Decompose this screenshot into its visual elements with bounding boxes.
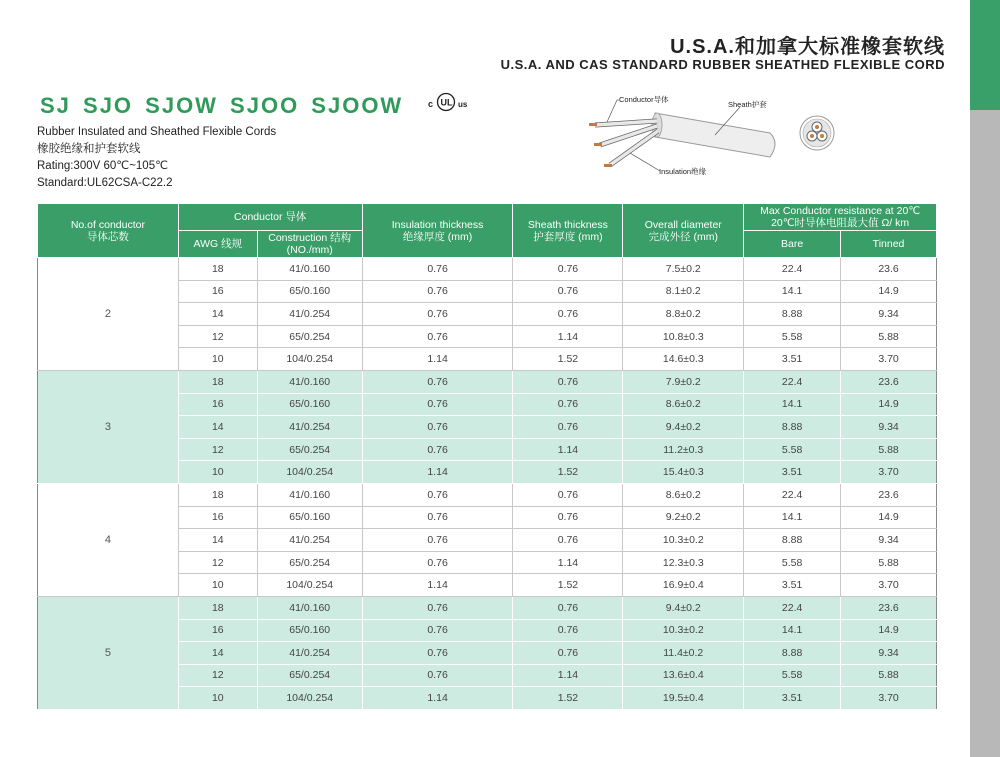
- table-cell: 0.76: [362, 664, 513, 687]
- table-cell: 8.88: [744, 529, 841, 552]
- table-cell: 16: [178, 393, 257, 416]
- core-group-2: [38, 258, 937, 371]
- table-cell: 0.76: [362, 258, 513, 281]
- table-cell: 12: [178, 664, 257, 687]
- cert-us: us: [458, 100, 468, 109]
- core-group-4: [38, 483, 937, 596]
- sheath-label: Sheath护套: [728, 100, 767, 109]
- table-cell: 22.4: [744, 258, 841, 281]
- spec-table: [37, 203, 937, 710]
- table-cell: 12.3±0.3: [623, 551, 744, 574]
- table-cell: 23.6: [841, 370, 937, 393]
- cell-core-count: 3: [38, 370, 179, 483]
- table-cell: 9.34: [841, 303, 937, 326]
- table-cell: 0.76: [362, 438, 513, 461]
- table-cell: 14.9: [841, 280, 937, 303]
- table-cell: 23.6: [841, 258, 937, 281]
- table-cell: 0.76: [362, 551, 513, 574]
- table-cell: 3.51: [744, 348, 841, 371]
- table-cell: 10: [178, 461, 257, 484]
- th-awg: AWG 线规: [178, 231, 257, 258]
- table-cell: 14: [178, 303, 257, 326]
- table-cell: 14.1: [744, 280, 841, 303]
- cable-diagram: [585, 85, 855, 190]
- table-cell: 41/0.254: [257, 303, 362, 326]
- table-cell: 3.51: [744, 574, 841, 597]
- table-cell: 5.88: [841, 664, 937, 687]
- table-cell: 9.4±0.2: [623, 596, 744, 619]
- table-cell: 5.58: [744, 551, 841, 574]
- table-cell: 0.76: [362, 483, 513, 506]
- table-header: [38, 204, 937, 258]
- table-cell: 9.34: [841, 529, 937, 552]
- table-cell: 19.5±0.4: [623, 687, 744, 710]
- table-cell: 104/0.254: [257, 687, 362, 710]
- th-no-conductor: No.of conductor 导体芯数: [38, 204, 179, 258]
- table-cell: 14.1: [744, 619, 841, 642]
- table-cell: 12: [178, 325, 257, 348]
- table-cell: 41/0.254: [257, 529, 362, 552]
- table-cell: 41/0.160: [257, 483, 362, 506]
- table-cell: 22.4: [744, 596, 841, 619]
- table-cell: 0.76: [513, 280, 623, 303]
- table-cell: 0.76: [513, 529, 623, 552]
- table-cell: 0.76: [362, 393, 513, 416]
- table-cell: 14.1: [744, 506, 841, 529]
- table-cell: 41/0.160: [257, 370, 362, 393]
- cert-c: c: [428, 99, 434, 109]
- table-cell: 1.14: [513, 551, 623, 574]
- table-cell: 41/0.254: [257, 642, 362, 665]
- table-cell: 23.6: [841, 596, 937, 619]
- table-cell: 16: [178, 280, 257, 303]
- table-cell: 5.58: [744, 325, 841, 348]
- table-cell: 1.14: [513, 325, 623, 348]
- table-cell: 0.76: [513, 642, 623, 665]
- table-cell: 14.6±0.3: [623, 348, 744, 371]
- table-cell: 9.34: [841, 642, 937, 665]
- table-cell: 0.76: [362, 280, 513, 303]
- table-cell: 104/0.254: [257, 348, 362, 371]
- table-cell: 0.76: [362, 619, 513, 642]
- table-row: [38, 483, 937, 506]
- table-cell: 8.88: [744, 303, 841, 326]
- th-insulation: Insulation thickness 绝缘厚度 (mm): [362, 204, 513, 258]
- table-cell: 14: [178, 416, 257, 439]
- table-cell: 41/0.254: [257, 416, 362, 439]
- table-cell: 23.6: [841, 483, 937, 506]
- rating: Rating:300V 60℃~105℃: [37, 160, 169, 172]
- page-title-cn: U.S.A.和加拿大标准橡套软线: [670, 36, 945, 58]
- th-bare: Bare: [744, 231, 841, 258]
- table-cell: 10: [178, 687, 257, 710]
- table-cell: 0.76: [513, 483, 623, 506]
- table-cell: 16: [178, 506, 257, 529]
- standard: Standard:UL62CSA-C22.2: [37, 177, 173, 189]
- table-cell: 9.2±0.2: [623, 506, 744, 529]
- table-cell: 14.9: [841, 393, 937, 416]
- table-cell: 0.76: [513, 258, 623, 281]
- table-cell: 18: [178, 596, 257, 619]
- table-cell: 8.1±0.2: [623, 280, 744, 303]
- desc-cn: 橡胶绝缘和护套软线: [37, 143, 141, 155]
- table-cell: 65/0.254: [257, 438, 362, 461]
- th-diameter: Overall diameter 完成外径 (mm): [623, 204, 744, 258]
- product-description: [37, 124, 276, 192]
- table-cell: 1.52: [513, 687, 623, 710]
- table-cell: 0.76: [513, 416, 623, 439]
- insulation-label: Insulation绝缘: [659, 167, 707, 176]
- cell-core-count: 5: [38, 596, 179, 709]
- table-cell: 14.9: [841, 619, 937, 642]
- table-cell: 65/0.254: [257, 325, 362, 348]
- core-group-5: [38, 596, 937, 709]
- table-cell: 0.76: [362, 303, 513, 326]
- table-cell: 14.9: [841, 506, 937, 529]
- table-cell: 5.58: [744, 664, 841, 687]
- table-cell: 41/0.160: [257, 258, 362, 281]
- table-cell: 5.88: [841, 438, 937, 461]
- table-cell: 5.58: [744, 438, 841, 461]
- table-cell: 9.34: [841, 416, 937, 439]
- table-cell: 3.51: [744, 687, 841, 710]
- table-cell: 13.6±0.4: [623, 664, 744, 687]
- table-cell: 65/0.160: [257, 506, 362, 529]
- table-cell: 10.3±0.2: [623, 529, 744, 552]
- table-cell: 1.52: [513, 461, 623, 484]
- table-cell: 10: [178, 348, 257, 371]
- table-cell: 0.76: [513, 393, 623, 416]
- th-tinned: Tinned: [841, 231, 937, 258]
- table-cell: 10.8±0.3: [623, 325, 744, 348]
- table-cell: 0.76: [513, 303, 623, 326]
- table-cell: 8.88: [744, 642, 841, 665]
- desc-en: Rubber Insulated and Sheathed Flexible Cords: [37, 126, 277, 138]
- table-cell: 15.4±0.3: [623, 461, 744, 484]
- table-row: [38, 370, 937, 393]
- model-names: SJ SJO SJOW SJOO SJOOW: [40, 93, 404, 118]
- table-cell: 8.88: [744, 416, 841, 439]
- table-cell: 104/0.254: [257, 574, 362, 597]
- table-cell: 8.6±0.2: [623, 393, 744, 416]
- table-cell: 1.14: [362, 348, 513, 371]
- table-cell: 14: [178, 642, 257, 665]
- table-cell: 0.76: [362, 370, 513, 393]
- side-bar-accent: [970, 0, 1000, 110]
- th-resistance: Max Conductor resistance at 20℃ 20℃时导体电阻最大值 Ω/ km: [744, 204, 937, 231]
- table-cell: 5.88: [841, 551, 937, 574]
- table-cell: 3.70: [841, 687, 937, 710]
- table-cell: 3.70: [841, 461, 937, 484]
- table-cell: 10.3±0.2: [623, 619, 744, 642]
- table-cell: 11.4±0.2: [623, 642, 744, 665]
- table-cell: 16.9±0.4: [623, 574, 744, 597]
- table-cell: 22.4: [744, 370, 841, 393]
- table-cell: 1.14: [513, 664, 623, 687]
- core-group-3: [38, 370, 937, 483]
- cell-core-count: 4: [38, 483, 179, 596]
- ul-certification-logo: [428, 90, 473, 119]
- table-cell: 1.14: [362, 461, 513, 484]
- table-cell: 16: [178, 619, 257, 642]
- table-cell: 1.14: [362, 574, 513, 597]
- table-cell: 65/0.160: [257, 619, 362, 642]
- table-cell: 14: [178, 529, 257, 552]
- table-cell: 9.4±0.2: [623, 416, 744, 439]
- table-cell: 0.76: [362, 596, 513, 619]
- table-cell: 0.76: [362, 506, 513, 529]
- table-cell: 12: [178, 438, 257, 461]
- table-cell: 14.1: [744, 393, 841, 416]
- table-cell: 10: [178, 574, 257, 597]
- table-cell: 0.76: [362, 642, 513, 665]
- table-cell: 7.9±0.2: [623, 370, 744, 393]
- table-cell: 65/0.160: [257, 393, 362, 416]
- table-cell: 8.8±0.2: [623, 303, 744, 326]
- table-cell: 3.51: [744, 461, 841, 484]
- table-cell: 1.52: [513, 348, 623, 371]
- table-cell: 1.14: [513, 438, 623, 461]
- table-cell: 0.76: [362, 529, 513, 552]
- cross-section-icon: [800, 116, 834, 150]
- page-title-en: U.S.A. AND CAS STANDARD RUBBER SHEATHED FLEXIBLE CORD: [500, 57, 945, 72]
- table-cell: 0.76: [362, 325, 513, 348]
- table-cell: 0.76: [513, 596, 623, 619]
- th-sheath: Sheath thickness 护套厚度 (mm): [513, 204, 623, 258]
- side-bar: [970, 0, 1000, 757]
- cert-ul: UL: [440, 97, 453, 108]
- table-cell: 1.52: [513, 574, 623, 597]
- table-cell: 7.5±0.2: [623, 258, 744, 281]
- table-cell: 3.70: [841, 574, 937, 597]
- table-cell: 22.4: [744, 483, 841, 506]
- th-construction: Construction 结构 (NO./mm): [257, 231, 362, 258]
- table-cell: 3.70: [841, 348, 937, 371]
- table-cell: 11.2±0.3: [623, 438, 744, 461]
- table-cell: 1.14: [362, 687, 513, 710]
- table-cell: 18: [178, 483, 257, 506]
- table-row: [38, 258, 937, 281]
- table-cell: 104/0.254: [257, 461, 362, 484]
- table-cell: 18: [178, 258, 257, 281]
- table-cell: 0.76: [513, 506, 623, 529]
- table-cell: 65/0.254: [257, 551, 362, 574]
- table-cell: 18: [178, 370, 257, 393]
- table-row: [38, 596, 937, 619]
- table-cell: 0.76: [362, 416, 513, 439]
- table-cell: 41/0.160: [257, 596, 362, 619]
- cell-core-count: 2: [38, 258, 179, 371]
- table-cell: 8.6±0.2: [623, 483, 744, 506]
- table-cell: 0.76: [513, 370, 623, 393]
- table-cell: 65/0.160: [257, 280, 362, 303]
- table-cell: 5.88: [841, 325, 937, 348]
- table-cell: 65/0.254: [257, 664, 362, 687]
- table-cell: 0.76: [513, 619, 623, 642]
- table-cell: 12: [178, 551, 257, 574]
- conductor-label: Conductor导体: [619, 95, 669, 104]
- th-conductor: Conductor 导体: [178, 204, 362, 231]
